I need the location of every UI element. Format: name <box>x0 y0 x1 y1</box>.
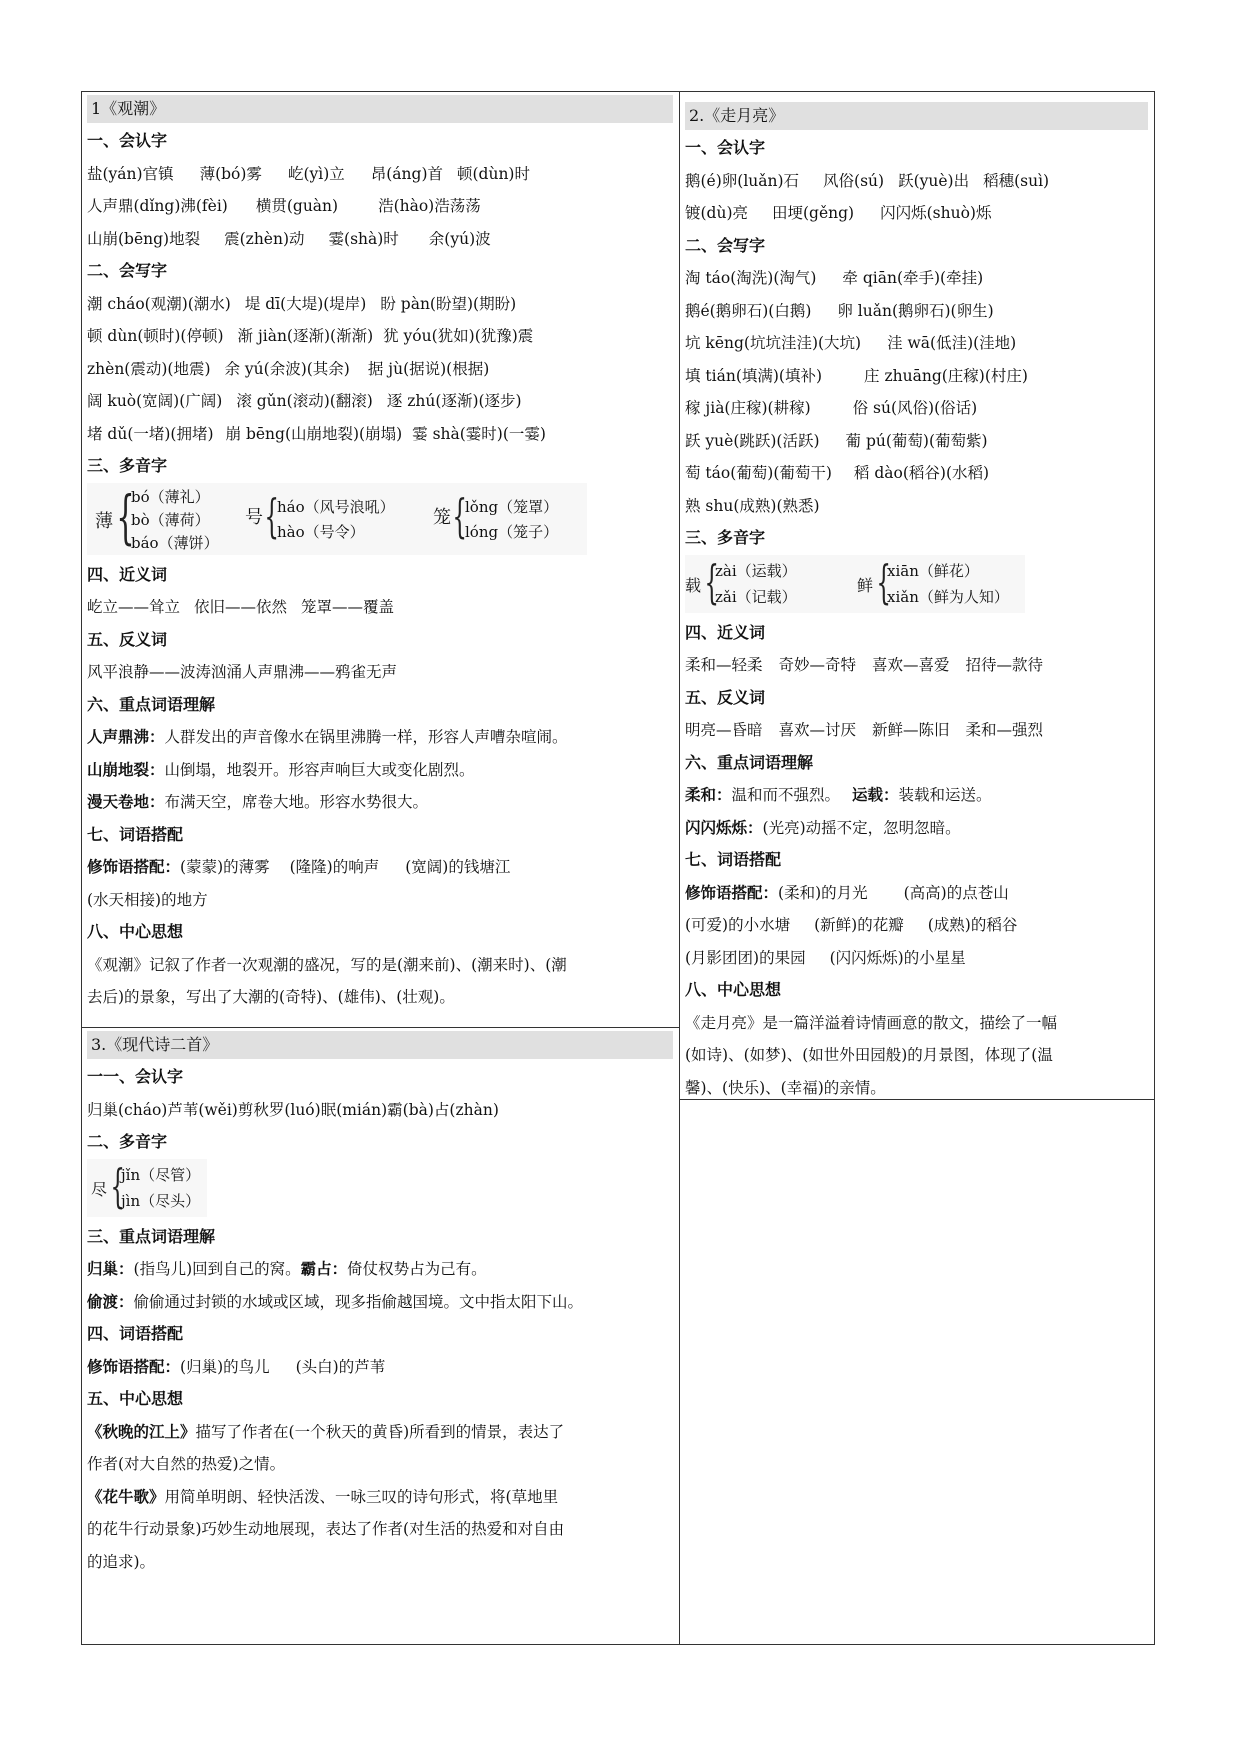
text-line <box>685 457 1148 490</box>
lesson-1-cell <box>82 92 679 1027</box>
text-line <box>87 851 673 884</box>
lesson-1-title: 1《观潮》 <box>87 95 673 123</box>
reading: jìn（尽头） <box>121 1191 201 1210</box>
word: 盐(yán)官镇 <box>87 164 174 183</box>
word: 霎 shà(霎时)(一霎) <box>412 424 546 443</box>
word: 山崩(bēng)地裂 <box>87 229 201 248</box>
word: 薄(bó)雾 <box>199 164 262 183</box>
reading: lóng（笼子） <box>465 522 559 541</box>
word: 明亮—昏暗 <box>685 721 763 739</box>
brace-icon: { <box>876 554 891 609</box>
meaning: 山倒塌，地裂开。形容声响巨大或变化剧烈。 <box>164 760 475 779</box>
word: 葡 pú(葡萄)(葡萄紫) <box>845 431 988 450</box>
term: 漫天卷地： <box>87 793 165 811</box>
meaning: 布满天空，席卷大地。形容水势很大。 <box>164 793 429 811</box>
word: (可爱)的小水塘 <box>685 916 791 934</box>
text-line <box>87 418 673 451</box>
word: 浩(hào)浩荡荡 <box>378 197 481 215</box>
word: 招待—款待 <box>965 656 1044 674</box>
word: 稻 dào(稻谷)(水稻) <box>853 464 990 482</box>
section-heading: 八、中心思想 <box>685 980 782 999</box>
word: (成熟)的稻谷 <box>927 916 1018 934</box>
reading: xiān（鲜花） <box>887 561 979 580</box>
text-line <box>685 425 1148 458</box>
text-line: 作者(对大自然的热爱)之情。 <box>87 1455 286 1473</box>
polyphone-char: 尽 <box>91 1179 108 1199</box>
reading: bó（薄礼） <box>131 487 210 506</box>
term: 偷渡： <box>87 1292 134 1311</box>
text-line <box>87 1481 673 1514</box>
word: 潮 cháo(观潮)(潮水) <box>87 294 231 313</box>
polyphone-char: 鲜 <box>857 575 874 595</box>
definition <box>685 779 1148 812</box>
word: 屹立——耸立 <box>87 598 181 616</box>
text-line <box>685 327 1148 360</box>
text-line: 馨)、(快乐)、(幸福)的亲情。 <box>685 1078 886 1097</box>
word: 顿 dùn(顿时)(停顿) <box>87 327 224 345</box>
lesson-2-title: 2.《走月亮》 <box>685 102 1148 130</box>
word: 据 jù(据说)(根据) <box>367 359 490 378</box>
polyphone-group <box>95 483 245 555</box>
reading: hào（号令） <box>277 522 365 541</box>
text-line <box>87 288 673 321</box>
text-line <box>685 649 1148 682</box>
text: 用简单明朗、轻快活泼、一咏三叹的诗句形式，将(草地里 <box>164 1487 559 1506</box>
meaning: 人群发出的声音像水在锅里沸腾一样，形容人声嘈杂喧闹。 <box>164 728 568 746</box>
text-line <box>685 262 1148 295</box>
word: 崩 bēng(山崩地裂)(崩塌) <box>225 424 403 443</box>
word: 鹅é(鹅卵石)(白鹅) <box>685 301 812 320</box>
text-line: 熟 shu(成熟)(熟悉) <box>685 496 820 515</box>
text-line: 《走月亮》是一篇洋溢着诗情画意的散文，描绘了一幅 <box>685 1013 1058 1032</box>
term: 柔和： <box>685 786 732 804</box>
term: 修饰语搭配： <box>87 1357 181 1376</box>
definition <box>87 754 673 787</box>
word: 卵 luǎn(鹅卵石)(卵生) <box>837 301 994 320</box>
definition <box>87 786 673 819</box>
section-heading: 一、会认字 <box>87 131 168 150</box>
word: 余(yú)波 <box>428 229 491 248</box>
brace-icon: { <box>264 488 279 543</box>
term: 霸占： <box>300 1260 348 1278</box>
definition <box>685 812 1148 845</box>
text-line <box>87 158 673 191</box>
word: 柔和—强烈 <box>965 721 1044 739</box>
polyphone-char: 薄 <box>95 510 113 532</box>
lesson-2-cell <box>680 92 1154 1100</box>
word: 奇妙—奇特 <box>778 656 857 674</box>
text-line: 《观潮》记叙了作者一次观潮的盛况，写的是(潮来前)、(潮来时)、(潮 <box>87 955 567 974</box>
word: 喜欢—喜爱 <box>872 656 950 674</box>
word: 闪闪烁(shuò)烁 <box>880 204 992 222</box>
word: 滚 gǔn(滚动)(翻滚) <box>236 392 373 410</box>
notes-table <box>81 91 1155 1645</box>
word: 跃 yuè(跳跃)(活跃) <box>685 431 820 450</box>
section-heading: 四、近义词 <box>685 622 766 642</box>
section-heading: 一一、会认字 <box>87 1067 184 1086</box>
definition <box>87 721 673 754</box>
section-heading: 五、中心思想 <box>87 1389 184 1408</box>
text-line <box>87 591 673 624</box>
text-line <box>87 353 673 386</box>
section-heading: 一、会认字 <box>685 138 766 157</box>
word: 余 yú(余波)(其余) <box>224 359 350 378</box>
term: 山崩地裂： <box>87 760 165 779</box>
text-line <box>685 165 1148 198</box>
text-line <box>87 1351 673 1384</box>
word: (高高)的点苍山 <box>903 883 1009 902</box>
word: 镀(dù)亮 <box>685 204 748 222</box>
word: 萄 táo(葡萄)(葡萄干) <box>685 464 832 482</box>
reading: háo（风号浪吼） <box>277 497 395 516</box>
word: 堤 dī(大堤)(堤岸) <box>244 294 367 313</box>
text: 描写了作者在(一个秋天的黄昏)所看到的情景，表达了 <box>195 1422 565 1441</box>
term: 闪闪烁烁： <box>685 818 763 837</box>
word: 顿(dùn)时 <box>457 164 530 183</box>
text-line <box>87 190 673 223</box>
word: 庄 zhuāng(庄稼)(村庄) <box>864 366 1028 385</box>
term: 人声鼎沸： <box>87 728 165 746</box>
brace-icon: { <box>110 1158 125 1213</box>
definition <box>87 1286 673 1319</box>
section-heading: 六、重点词语理解 <box>685 752 814 772</box>
text-line: (如诗)、(如梦)、(如世外田园般)的月景图，体现了(温 <box>685 1046 1053 1064</box>
word: 稼 jià(庄稼)(耕稼) <box>685 399 811 417</box>
reading: zǎi（记载） <box>715 587 797 606</box>
reading: jǐn（尽管） <box>121 1165 201 1184</box>
text-line <box>87 320 673 353</box>
meaning: 偷偷通过封锁的水域或区域，现多指偷越国境。文中指太阳下山。 <box>133 1292 584 1311</box>
polyphone-group <box>433 483 583 555</box>
meaning: 温和而不强烈。 <box>731 786 841 804</box>
polyphone-group <box>857 555 1025 613</box>
word: 盼 pàn(盼望)(期盼) <box>380 294 517 313</box>
section-heading: 三、多音字 <box>685 528 766 547</box>
word: (蒙蒙)的薄雾 <box>180 858 270 876</box>
section-heading: 四、词语搭配 <box>87 1324 184 1343</box>
word: 新鲜—陈旧 <box>872 721 950 739</box>
text-line: 归巢(cháo)芦苇(wěi)剪秋罗(luó)眠(mián)霸(bà)占(zhàn) <box>87 1100 499 1119</box>
meaning: 倚仗权势占为己有。 <box>347 1260 487 1278</box>
word: 笼罩——覆盖 <box>301 598 395 616</box>
word: zhèn(震动)(地震) <box>87 359 211 378</box>
section-heading: 七、词语搭配 <box>685 850 782 869</box>
text-line: 风平浪静——波涛汹涌人声鼎沸——鸦雀无声 <box>87 663 398 681</box>
poem-title: 《秋晚的江上》 <box>87 1422 196 1441</box>
word: 屹(yì)立 <box>287 164 345 183</box>
reading: xiǎn（鲜为人知） <box>887 587 1009 606</box>
section-heading: 二、会写字 <box>685 235 766 255</box>
reading: bò（薄荷） <box>131 510 210 529</box>
section-heading: 五、反义词 <box>87 629 168 649</box>
text-line <box>685 392 1148 425</box>
reading: lǒng（笼罩） <box>465 497 559 516</box>
reading: zài（运载） <box>715 561 797 580</box>
term: 归巢： <box>87 1260 134 1278</box>
polyphone-group <box>685 555 835 613</box>
brace-icon: { <box>452 488 467 543</box>
section-heading: 六、重点词语理解 <box>87 694 216 714</box>
text-line <box>685 714 1148 747</box>
text-line <box>87 1416 673 1449</box>
text-line <box>87 385 673 418</box>
word: (闪闪烁烁)的小星星 <box>829 948 966 967</box>
word: 犹 yóu(犹如)(犹豫)震 <box>383 327 534 345</box>
text-line: 的花牛行动景象)巧妙生动地展现，表达了作者(对生活的热爱和对自由 <box>87 1520 565 1538</box>
word: 风俗(sú) <box>823 171 885 190</box>
meaning: (光亮)动摇不定，忽明忽暗。 <box>762 818 961 837</box>
word: (隆隆)的响声 <box>289 858 380 876</box>
section-heading: 三、多音字 <box>87 456 168 475</box>
word: 柔和—轻柔 <box>685 656 763 674</box>
section-heading: 五、反义词 <box>685 687 766 707</box>
word: 堵 dǔ(一堵)(拥堵) <box>87 424 214 443</box>
text-line <box>685 295 1148 328</box>
word: 俗 sú(风俗)(俗话) <box>852 399 978 417</box>
word: 洼 wā(低洼)(洼地) <box>887 334 1017 352</box>
polyphone-figure <box>685 555 1025 613</box>
word: 淘 táo(淘洗)(淘气) <box>685 269 817 287</box>
meaning: (指鸟儿)回到自己的窝。 <box>133 1260 301 1278</box>
word: 田埂(gěng) <box>772 204 855 222</box>
word: 牵 qiān(牵手)(牵挂) <box>842 269 984 287</box>
word: 昂(áng)首 <box>370 164 443 183</box>
word: 稻穗(suì) <box>983 171 1050 190</box>
text-line <box>685 942 1148 975</box>
word: (月影团团)的果园 <box>685 948 806 967</box>
term: 修饰语搭配： <box>685 883 779 902</box>
text-line <box>685 197 1148 230</box>
word: 喜欢—讨厌 <box>778 721 857 739</box>
definition <box>87 1253 673 1286</box>
brace-icon: { <box>116 482 135 551</box>
term: 修饰语搭配： <box>87 858 181 876</box>
word: 人声鼎(dǐng)沸(fèi) <box>87 197 228 215</box>
polyphone-char: 笼 <box>433 506 451 528</box>
word: 鹅(é)卵(luǎn)石 <box>685 171 800 190</box>
section-heading: 七、词语搭配 <box>87 824 184 844</box>
polyphone-group <box>245 483 425 555</box>
word: (归巢)的鸟儿 <box>180 1357 270 1376</box>
text-line <box>685 877 1148 910</box>
word: 跃(yuè)出 <box>898 171 970 190</box>
word: 依旧——依然 <box>194 598 288 616</box>
word: (新鲜)的花瓣 <box>814 916 904 934</box>
text-line: (水天相接)的地方 <box>87 890 208 909</box>
brace-icon: { <box>704 554 719 609</box>
text-line <box>685 909 1148 942</box>
word: 霎(shà)时 <box>328 229 399 248</box>
text-line: 去后)的景象，写出了大潮的(奇特)、(雄伟)、(壮观)。 <box>87 988 455 1006</box>
word: (柔和)的月光 <box>778 883 868 902</box>
word: 阔 kuò(宽阔)(广阔) <box>87 392 223 410</box>
meaning: 装载和运送。 <box>898 786 992 804</box>
section-heading: 八、中心思想 <box>87 922 184 941</box>
word: (头白)的芦苇 <box>295 1357 386 1376</box>
polyphone-char: 载 <box>685 575 702 595</box>
word: 坑 kēng(坑坑洼洼)(大坑) <box>685 334 862 352</box>
word: (宽阔)的钱塘江 <box>405 858 511 876</box>
section-heading: 四、近义词 <box>87 564 168 584</box>
lesson-3-cell <box>82 1027 679 1644</box>
polyphone-figure <box>87 1159 207 1217</box>
word: 震(zhèn)动 <box>224 229 305 248</box>
lesson-3-title: 3.《现代诗二首》 <box>87 1031 673 1059</box>
polyphone-group <box>91 1159 207 1217</box>
text-line <box>87 223 673 256</box>
word: 渐 jiàn(逐渐)(渐渐) <box>237 327 374 345</box>
section-heading: 三、重点词语理解 <box>87 1226 216 1246</box>
word: 填 tián(填满)(填补) <box>685 366 823 385</box>
section-heading: 二、多音字 <box>87 1132 168 1151</box>
word: 横贯(guàn) <box>255 197 339 215</box>
polyphone-figure <box>87 483 587 555</box>
text-line: 的追求)。 <box>87 1552 156 1571</box>
reading: báo（薄饼） <box>131 533 219 552</box>
word: 逐 zhú(逐渐)(逐步) <box>386 392 522 410</box>
text-line <box>685 360 1148 393</box>
poem-title: 《花牛歌》 <box>87 1487 165 1506</box>
section-heading: 二、会写字 <box>87 261 168 280</box>
term: 运载： <box>852 786 899 804</box>
polyphone-char: 号 <box>245 506 263 528</box>
